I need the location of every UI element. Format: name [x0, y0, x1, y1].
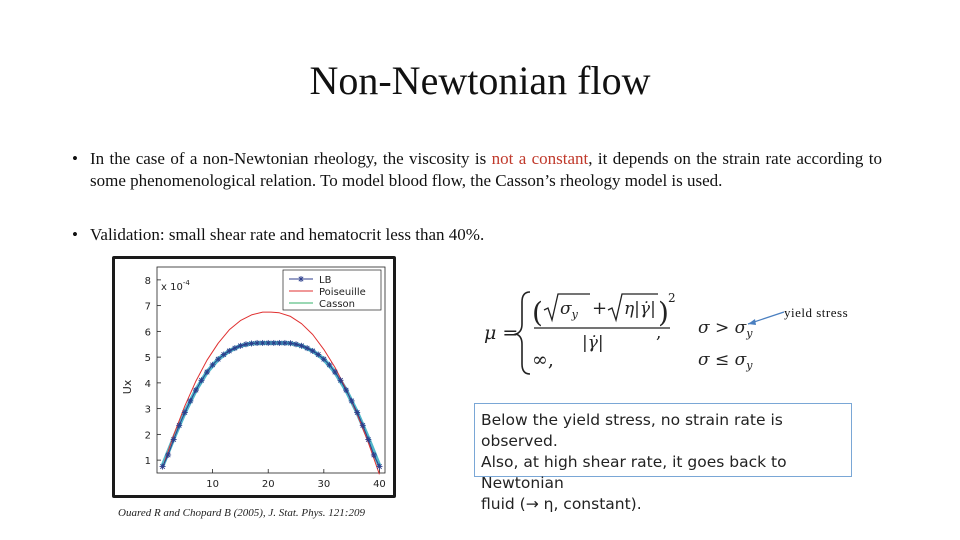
- lb-data-point: [276, 340, 282, 346]
- note-line: Below the yield stress, no strain rate is observed.: [481, 411, 783, 450]
- y-tick-label: 4: [144, 378, 151, 390]
- formula-brace: [516, 292, 530, 374]
- lb-data-point: [354, 409, 360, 415]
- eta-gamma-under-root: η|γ̇|: [624, 299, 656, 319]
- lb-data-point: [171, 437, 177, 443]
- x-tick-label: 40: [373, 479, 386, 490]
- lb-data-point: [338, 377, 344, 383]
- lb-data-point: [160, 464, 166, 470]
- condition-less-equal: $\sigma \le \sigma_y$: [698, 350, 753, 372]
- lb-data-point: [299, 343, 305, 349]
- lb-data-point: [260, 340, 266, 346]
- infinity-case: ∞,: [532, 349, 554, 371]
- condition-greater: $\sigma > \sigma_y$: [698, 318, 753, 340]
- lb-data-point: [232, 345, 238, 351]
- lb-data-point: [215, 356, 221, 362]
- yield-stress-arrow: [740, 300, 790, 330]
- paren-left: (: [532, 296, 543, 329]
- bullet-rheology: [72, 148, 882, 192]
- lb-data-point: [376, 464, 382, 470]
- plot-area: [115, 259, 393, 495]
- formula-comma: ,: [656, 323, 662, 343]
- lb-data-point: [310, 348, 316, 354]
- lb-data-point: [210, 362, 216, 368]
- y-tick-label: 2: [144, 430, 151, 442]
- lb-data-point: [293, 341, 299, 347]
- x-tick-label: 20: [261, 479, 275, 490]
- note-line: Also, at high shear rate, it goes back to Newtonian: [481, 453, 787, 492]
- lb-data-point: [282, 340, 288, 346]
- lb-data-point: [198, 377, 204, 383]
- chart-legend: [283, 270, 381, 310]
- formula-exponent: 2: [668, 291, 676, 305]
- lb-data-point: [287, 340, 293, 346]
- lb-data-point: [349, 398, 355, 404]
- lb-data-point: [360, 422, 366, 428]
- lb-data-point: [165, 452, 171, 458]
- lb-data-point: [243, 341, 249, 347]
- note-line: fluid (→ η, constant).: [481, 495, 642, 513]
- paren-right: ): [658, 296, 669, 329]
- y-multiplier-base: x 10: [161, 282, 183, 293]
- lb-data-point: [332, 369, 338, 375]
- lb-data-point: [226, 348, 232, 354]
- lb-data-point: [271, 340, 277, 346]
- lb-data-point: [193, 387, 199, 393]
- lb-data-point: [182, 409, 188, 415]
- yield-stress-label: yield stress: [784, 305, 849, 320]
- legend-label: Casson: [319, 299, 355, 310]
- y-tick-label: 3: [144, 404, 151, 416]
- bullet-text: Validation: small shear rate and hematocrit less than 40%.: [90, 225, 485, 244]
- lb-data-point: [343, 387, 349, 393]
- bullet-text-before: In the case of a non-Newtonian rheology, the viscosity is: [90, 149, 492, 168]
- y-tick-label: 8: [144, 275, 151, 287]
- lb-data-point: [304, 345, 310, 351]
- lb-data-point: [221, 352, 227, 358]
- lb-data-point: [365, 437, 371, 443]
- velocity-profile-figure: [112, 256, 396, 498]
- lb-data-point: [187, 398, 193, 404]
- legend-label: LB: [319, 275, 332, 286]
- lb-data-point: [237, 343, 243, 349]
- bullet-validation: [72, 224, 882, 246]
- lb-data-point: [371, 452, 377, 458]
- formula-graphic: [478, 278, 768, 388]
- note-text: [481, 410, 845, 513]
- bullet-text-after: , it depends on the strain rate according to some phenomenological relation. To model blood flow, the Casson’s rheology model is used.: [90, 149, 882, 190]
- legend-label: Poiseuille: [319, 287, 366, 298]
- lb-data-point: [176, 422, 182, 428]
- lb-data-point: [204, 369, 210, 375]
- plus-sign: +: [592, 298, 608, 319]
- lb-data-point: [315, 352, 321, 358]
- lb-data-point: [254, 340, 260, 346]
- y-tick-label: 7: [144, 301, 151, 313]
- lb-data-point: [321, 356, 327, 362]
- formula-lhs: μ =: [484, 322, 519, 344]
- y-axis-label: Ux: [121, 379, 134, 395]
- figure-caption: Ouared R and Chopard B (2005), J. Stat. Phys. 121:209: [118, 507, 365, 519]
- highlight-not-constant: not a constant: [491, 149, 589, 168]
- y-multiplier-exp: -4: [182, 279, 190, 287]
- x-tick-label: 30: [317, 479, 331, 490]
- lb-data-point: [249, 340, 255, 346]
- lb-data-point: [326, 362, 332, 368]
- y-tick-label: 5: [144, 353, 151, 365]
- slide-title: Non-Newtonian flow: [309, 58, 651, 103]
- bullet-text: [90, 148, 882, 192]
- sigma-y-under-root: $\sigma_y$: [560, 299, 578, 321]
- denominator-gamma: |γ̇|: [582, 333, 604, 353]
- lb-data-point: [265, 340, 271, 346]
- y-tick-label: 1: [144, 456, 151, 468]
- casson-viscosity-formula: [478, 278, 768, 388]
- x-tick-label: 10: [206, 479, 219, 490]
- bullet-dot: •: [72, 225, 78, 244]
- velocity-profile-chart: [115, 259, 393, 495]
- bullet-dot: •: [72, 149, 78, 168]
- yield-stress-note: [474, 403, 852, 513]
- y-tick-label: 6: [144, 327, 151, 339]
